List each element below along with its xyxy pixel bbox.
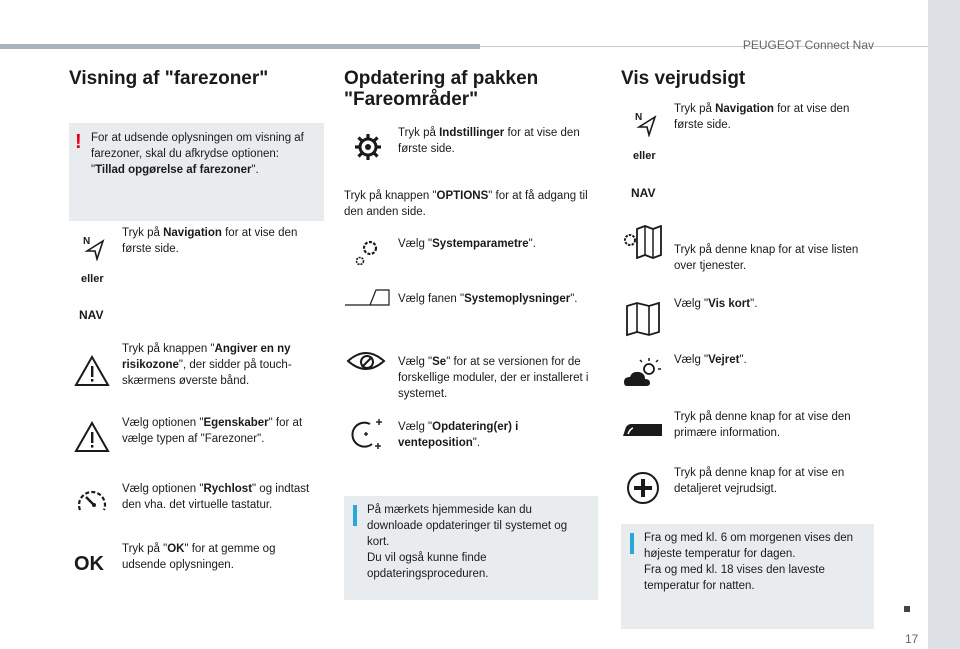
nav-button[interactable]: NAV	[631, 186, 656, 200]
plus-circle-icon[interactable]	[626, 471, 660, 505]
warning-text: For at udsende oplysningen om visning af farezoner, skal du afkrydse optionen: "Tillad opgørelse af farezoner".	[91, 132, 304, 176]
exclamation-icon: !	[75, 131, 82, 153]
step-options-text: Tryk på knappen "OPTIONS" for at få adgang til den anden side.	[344, 190, 588, 218]
tab-icon[interactable]	[344, 288, 390, 306]
step-services-text: Tryk på denne knap for at vise listen over tjenester.	[674, 244, 859, 272]
page-number: 17	[905, 632, 919, 646]
step-system-params-text: Vælg "Systemparametre".	[398, 238, 536, 250]
navigation-arrow-icon[interactable]	[635, 111, 657, 137]
settings-gear-icon[interactable]	[354, 133, 382, 161]
step-show-map-text: Vælg "Vis kort".	[674, 298, 758, 310]
info-text: Fra og med kl. 6 om morgenen vises den højeste temperatur for dagen. Fra og med kl. 18 vises den laveste temperatur for natten.	[644, 532, 854, 592]
section-title: Vis vejrudsigt	[621, 68, 746, 89]
warning-box	[69, 123, 324, 221]
step-pending-updates-text: Vælg "Opdatering(er) i venteposition".	[398, 421, 519, 449]
or-label: eller	[633, 150, 656, 162]
section-title	[344, 68, 598, 110]
update-icon[interactable]	[348, 416, 388, 452]
nav-button[interactable]: NAV	[79, 308, 104, 322]
primary-info-icon[interactable]	[622, 423, 662, 437]
info-text: På mærkets hjemmeside kan du downloade opdateringer til systemet og kort. Du vil også kunne finde opdateringsproceduren.	[367, 504, 568, 580]
step-settings-text: Tryk på Indstillinger for at vise den første side.	[398, 127, 580, 155]
step-navigation-text: Tryk på Navigation for at vise den første side.	[674, 103, 850, 131]
info-box	[621, 524, 874, 629]
system-settings-icon[interactable]	[354, 236, 382, 268]
step-navigation-text: Tryk på Navigation for at vise den første side.	[122, 227, 298, 255]
ok-button[interactable]: OK	[74, 553, 104, 575]
warning-triangle-icon[interactable]	[74, 421, 110, 453]
eye-icon[interactable]	[346, 348, 386, 374]
info-box	[344, 496, 598, 600]
warning-triangle-icon[interactable]	[74, 355, 110, 387]
step-primary-info-text: Tryk på denne knap for at vise den primære information.	[674, 411, 851, 439]
section-title-line2: "Fareområder"	[344, 89, 479, 110]
brand-header: PEUGEOT Connect Nav	[742, 38, 874, 52]
weather-section	[621, 64, 874, 609]
step-speed-text: Vælg optionen "Rychlost" og indtast den vha. det virtuelle tastatur.	[122, 483, 310, 511]
or-label: eller	[81, 273, 104, 285]
svg-text:N: N	[635, 112, 643, 123]
step-system-info-text: Vælg fanen "Systemoplysninger".	[398, 293, 578, 305]
svg-text:N: N	[83, 236, 91, 247]
section-title: Visning af "farezoner"	[69, 68, 269, 89]
navigation-arrow-icon[interactable]	[83, 235, 105, 261]
info-bar-icon	[353, 505, 357, 526]
step-properties-text: Vælg optionen "Egenskaber" for at vælge typen af "Farezoner".	[122, 417, 303, 445]
weather-icon[interactable]	[623, 357, 663, 389]
step-weather-text: Vælg "Vejret".	[674, 354, 747, 366]
info-bar-icon	[630, 533, 634, 554]
step-ok-text: Tryk på "OK" for at gemme og udsende oplysningen.	[122, 543, 276, 571]
step-see-text: Vælg "Se" for at se versionen for de forskellige moduler, der er installeret i systemet.	[398, 356, 589, 400]
steps	[69, 221, 324, 621]
step-detailed-forecast-text: Tryk på denne knap for at vise en detaljeret vejrudsigt.	[674, 467, 845, 495]
step-new-zone-text: Tryk på knappen "Angiver en ny risikozone", der sidder på touch-skærmens øverste bånd.	[122, 343, 292, 387]
update-package-section	[344, 64, 598, 610]
header-rule	[0, 44, 480, 49]
map-list-icon[interactable]	[623, 225, 663, 259]
page-side-band	[928, 0, 960, 649]
steps	[621, 89, 874, 609]
danger-zones-section	[69, 64, 324, 621]
corner-marker	[904, 606, 910, 612]
map-icon[interactable]	[625, 301, 661, 337]
section-title-line1: Opdatering af pakken	[344, 68, 539, 89]
speedometer-icon[interactable]	[75, 485, 109, 515]
steps	[344, 110, 598, 610]
